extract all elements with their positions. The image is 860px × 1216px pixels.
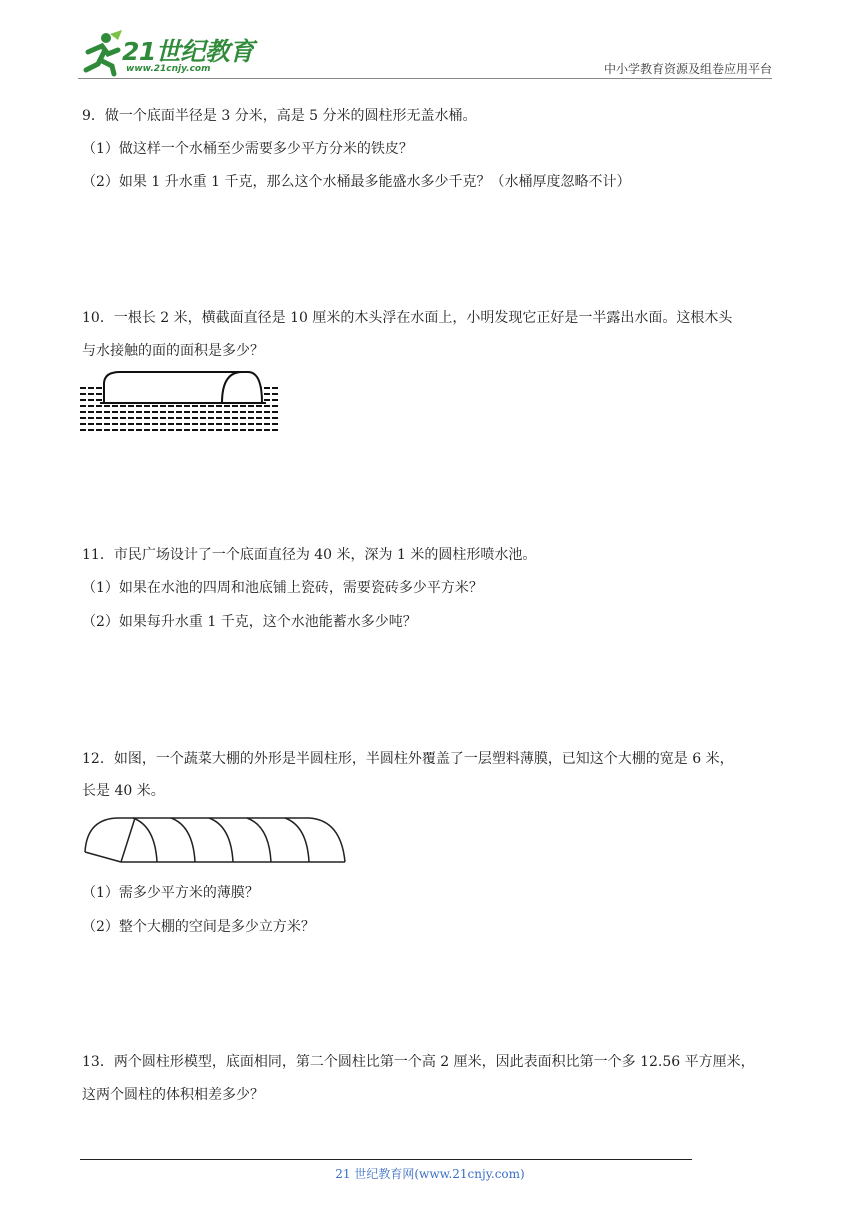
question-12-stem-cont: 长是 40 米。 <box>82 783 165 799</box>
logo-url: www.21cnjy.com <box>126 64 211 74</box>
question-13-stem: 13．两个圆柱形模型，底面相同，第二个圆柱比第一个高 2 厘米，因此表面积比第一个多 12.56 平方厘米， <box>82 1054 755 1070</box>
header-divider <box>78 78 772 79</box>
logo-text: 21世纪教育 <box>122 37 254 66</box>
header-platform-text: 中小学教育资源及组卷应用平台 <box>603 62 772 76</box>
footer-divider <box>80 1159 692 1160</box>
runner-logo-icon <box>78 30 124 76</box>
greenhouse-figure <box>83 814 347 866</box>
question-11-stem: 11．市民广场设计了一个底面直径为 40 米，深为 1 米的圆柱形喷水池。 <box>82 547 537 563</box>
question-10-stem: 10．一根长 2 米，横截面直径是 10 厘米的木头浮在水面上，小明发现它正好是一半露出水面。这根木头 <box>82 310 733 326</box>
log-half-cylinder <box>104 372 262 403</box>
site-logo <box>78 30 253 80</box>
question-13-stem-cont: 这两个圆柱的体积相差多少？ <box>82 1087 264 1103</box>
question-11-part-1: （1）如果在水池的四周和池底铺上瓷砖，需要瓷砖多少平方米？ <box>82 580 483 596</box>
question-11-part-2: （2）如果每升水重 1 千克，这个水池能蓄水多少吨？ <box>82 614 417 630</box>
question-10-stem-cont: 与水接触的面的面积是多少？ <box>82 343 264 359</box>
question-12-stem: 12．如图，一个蔬菜大棚的外形是半圆柱形，半圆柱外覆盖了一层塑料薄膜，已知这个大棚的宽是 6 米， <box>82 751 734 767</box>
footer-link[interactable]: 21 世纪教育网(www.21cnjy.com) <box>335 1167 525 1181</box>
question-9-part-1: （1）做这样一个水桶至少需要多少平方分米的铁皮？ <box>82 141 413 157</box>
question-9-part-2: （2）如果 1 升水重 1 千克，那么这个水桶最多能盛水多少千克？（水桶厚度忽略不计） <box>82 174 631 190</box>
question-9-stem: 9．做一个底面半径是 3 分米，高是 5 分米的圆柱形无盖水桶。 <box>82 108 477 124</box>
question-12-part-2: （2）整个大棚的空间是多少立方米？ <box>82 919 315 935</box>
question-12-part-1: （1）需多少平方米的薄膜？ <box>82 885 259 901</box>
floating-log-figure <box>80 370 282 434</box>
